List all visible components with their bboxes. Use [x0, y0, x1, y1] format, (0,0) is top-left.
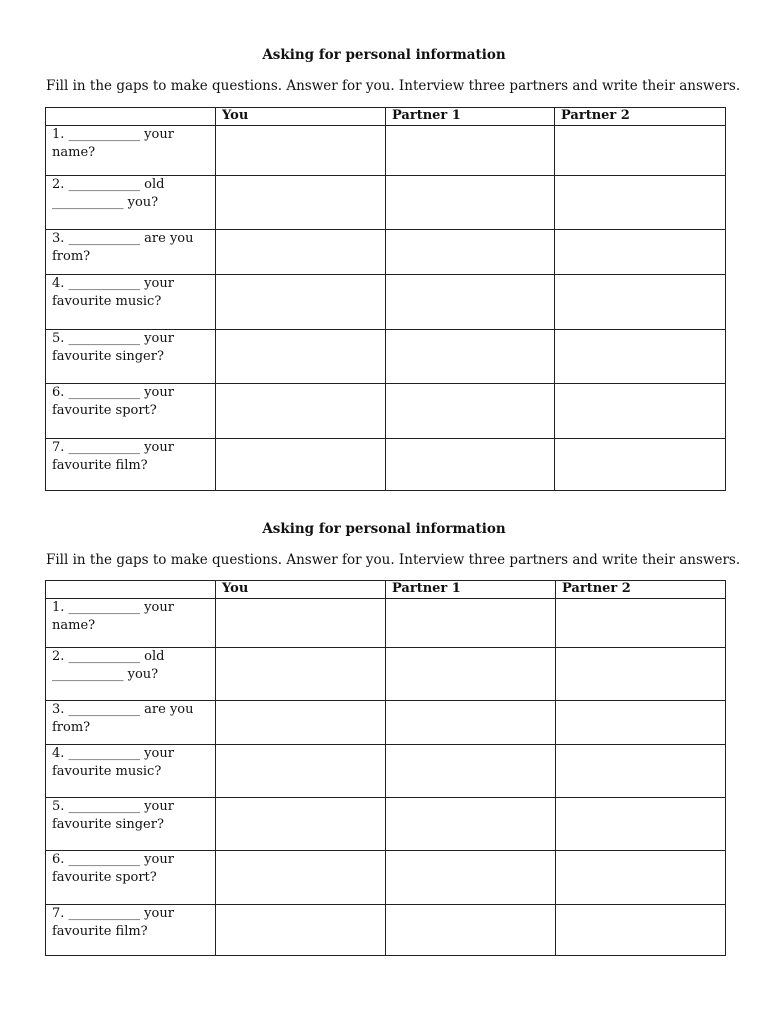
answer-cell-partner-2[interactable]	[556, 851, 726, 905]
answer-cell-partner-2[interactable]	[555, 330, 726, 384]
table-row	[46, 230, 726, 275]
answer-table	[45, 580, 726, 956]
answer-cell-you[interactable]	[216, 275, 386, 330]
answer-cell-you[interactable]	[216, 384, 386, 439]
question-line-2: favourite film?	[52, 458, 148, 473]
table-row	[46, 176, 726, 230]
question-line-1: 4. ___________ your	[52, 276, 174, 291]
question-line-2: favourite sport?	[52, 870, 157, 885]
answer-cell-partner-2[interactable]	[555, 230, 726, 275]
answer-cell-partner-1[interactable]	[386, 384, 555, 439]
question-line-1: 2. ___________ old	[52, 649, 165, 664]
question-line-2: name?	[52, 618, 96, 633]
table-row	[46, 330, 726, 384]
table-row	[46, 384, 726, 439]
answer-cell-partner-1[interactable]	[386, 905, 556, 956]
question-cell	[46, 599, 216, 648]
question-line-2: favourite singer?	[52, 349, 164, 364]
question-line-1: 7. ___________ your	[52, 906, 174, 921]
table-row	[46, 599, 726, 648]
header-blank	[46, 108, 216, 126]
header-blank	[46, 581, 216, 599]
answer-cell-partner-1[interactable]	[386, 599, 556, 648]
answer-cell-partner-2[interactable]	[556, 905, 726, 956]
answer-cell-partner-2[interactable]	[555, 384, 726, 439]
answer-cell-you[interactable]	[216, 230, 386, 275]
question-line-1: 3. ___________ are you	[52, 702, 194, 717]
worksheet-title: Asking for personal information	[262, 47, 506, 63]
question-line-2: favourite sport?	[52, 403, 157, 418]
answer-cell-partner-2[interactable]	[556, 701, 726, 745]
table-row	[46, 126, 726, 176]
answer-cell-partner-1[interactable]	[386, 648, 556, 701]
answer-cell-you[interactable]	[216, 745, 386, 798]
question-line-2: ___________ you?	[52, 195, 159, 210]
question-cell	[46, 701, 216, 745]
table-row	[46, 701, 726, 745]
answer-cell-partner-1[interactable]	[386, 798, 556, 851]
question-line-1: 1. ___________ your	[52, 127, 174, 142]
answer-cell-partner-1[interactable]	[386, 439, 555, 491]
answer-cell-partner-2[interactable]	[555, 275, 726, 330]
question-line-2: from?	[52, 249, 91, 264]
table-header-row	[46, 108, 726, 126]
question-cell	[46, 384, 216, 439]
question-cell	[46, 851, 216, 905]
question-line-2: favourite film?	[52, 924, 148, 939]
answer-cell-partner-2[interactable]	[555, 439, 726, 491]
question-line-2: favourite music?	[52, 294, 162, 309]
worksheet-instruction: Fill in the gaps to make questions. Answer for you. Interview three partners and write their answers.	[46, 552, 741, 568]
table-row	[46, 648, 726, 701]
answer-cell-partner-1[interactable]	[386, 176, 555, 230]
answer-cell-partner-1[interactable]	[386, 701, 556, 745]
header-you: You	[216, 581, 386, 599]
answer-cell-partner-1[interactable]	[386, 126, 555, 176]
answer-cell-you[interactable]	[216, 439, 386, 491]
header-partner-2: Partner 2	[555, 108, 726, 126]
answer-cell-you[interactable]	[216, 701, 386, 745]
table-row	[46, 905, 726, 956]
answer-cell-partner-1[interactable]	[386, 851, 556, 905]
answer-cell-partner-1[interactable]	[386, 230, 555, 275]
table-row	[46, 798, 726, 851]
question-cell	[46, 176, 216, 230]
answer-cell-partner-2[interactable]	[556, 648, 726, 701]
header-partner-2: Partner 2	[556, 581, 726, 599]
answer-cell-partner-1[interactable]	[386, 745, 556, 798]
question-cell	[46, 230, 216, 275]
answer-cell-partner-1[interactable]	[386, 330, 555, 384]
answer-table	[45, 107, 726, 491]
table-row	[46, 851, 726, 905]
header-partner-1: Partner 1	[386, 581, 556, 599]
question-cell	[46, 275, 216, 330]
question-cell	[46, 905, 216, 956]
answer-cell-partner-1[interactable]	[386, 275, 555, 330]
table-row	[46, 275, 726, 330]
question-line-2: ___________ you?	[52, 667, 159, 682]
answer-cell-you[interactable]	[216, 176, 386, 230]
answer-cell-you[interactable]	[216, 798, 386, 851]
table-header-row	[46, 581, 726, 599]
question-cell	[46, 648, 216, 701]
worksheet-title: Asking for personal information	[262, 521, 506, 537]
question-line-1: 6. ___________ your	[52, 852, 174, 867]
answer-cell-partner-2[interactable]	[555, 176, 726, 230]
question-cell	[46, 745, 216, 798]
question-line-1: 3. ___________ are you	[52, 231, 194, 246]
question-line-1: 4. ___________ your	[52, 746, 174, 761]
answer-cell-you[interactable]	[216, 599, 386, 648]
answer-cell-partner-2[interactable]	[555, 126, 726, 176]
question-line-2: favourite music?	[52, 764, 162, 779]
question-cell	[46, 126, 216, 176]
question-line-1: 2. ___________ old	[52, 177, 165, 192]
question-cell	[46, 330, 216, 384]
question-line-2: from?	[52, 720, 91, 735]
answer-cell-partner-2[interactable]	[556, 599, 726, 648]
answer-cell-partner-2[interactable]	[556, 798, 726, 851]
question-cell	[46, 798, 216, 851]
answer-cell-you[interactable]	[216, 648, 386, 701]
table-row	[46, 745, 726, 798]
answer-cell-you[interactable]	[216, 330, 386, 384]
answer-cell-partner-2[interactable]	[556, 745, 726, 798]
answer-cell-you[interactable]	[216, 905, 386, 956]
question-line-1: 5. ___________ your	[52, 331, 174, 346]
question-line-1: 5. ___________ your	[52, 799, 174, 814]
header-you: You	[216, 108, 386, 126]
table-row	[46, 439, 726, 491]
question-line-2: name?	[52, 145, 96, 160]
answer-cell-you[interactable]	[216, 126, 386, 176]
question-line-1: 7. ___________ your	[52, 440, 174, 455]
question-line-1: 1. ___________ your	[52, 600, 174, 615]
question-line-2: favourite singer?	[52, 817, 164, 832]
header-partner-1: Partner 1	[386, 108, 555, 126]
question-line-1: 6. ___________ your	[52, 385, 174, 400]
worksheet-instruction: Fill in the gaps to make questions. Answer for you. Interview three partners and write their answers.	[46, 78, 741, 94]
answer-cell-you[interactable]	[216, 851, 386, 905]
question-cell	[46, 439, 216, 491]
